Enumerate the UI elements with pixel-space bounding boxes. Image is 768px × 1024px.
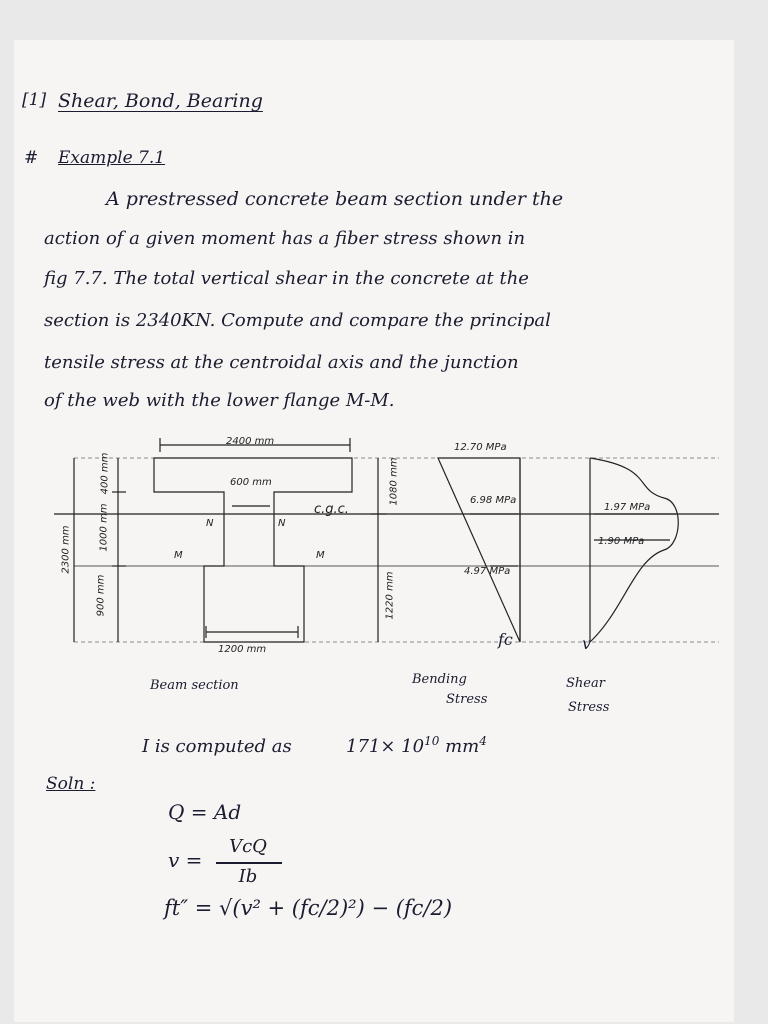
web-width-label: 600 mm (230, 477, 272, 488)
shear-upper-label: 1.97 MPa (604, 502, 651, 513)
section-marker: [1] (22, 90, 47, 110)
bending-diagram (438, 458, 520, 642)
shear-symbol: v (582, 634, 592, 653)
shear-caption-1: Shear (566, 676, 605, 691)
section-title: Shear, Bond, Bearing (58, 90, 263, 112)
beam-figure (14, 40, 734, 740)
n-left-label: N (206, 518, 214, 529)
notebook-page (14, 40, 734, 1022)
total-depth-label: 2300 mm (60, 525, 72, 574)
problem-line-4: section is 2340KN. Compute and compare the principal (44, 310, 551, 331)
mid-stress-label: 6.98 MPa (470, 495, 517, 506)
equation-v-lhs: v = (168, 848, 203, 872)
bending-caption-2: Stress (446, 692, 488, 707)
example-marker: # (24, 148, 39, 168)
problem-line-3: fig 7.7. The total vertical shear in the concrete at the (44, 268, 529, 289)
low-stress-label: 4.97 MPa (464, 566, 511, 577)
bending-caption-1: Bending (412, 672, 467, 687)
equation-ft: ft″ = √(v² + (fc/2)²) − (fc/2) (164, 896, 453, 920)
cgc-label: c.g.c. (314, 502, 349, 517)
problem-line-1: A prestressed concrete beam section under the (106, 188, 564, 210)
beam-caption: Beam section (150, 678, 239, 693)
m-right-label: M (316, 550, 325, 561)
top-stress-label: 12.70 MPa (454, 442, 507, 453)
upper-axis-label: 1080 mm (388, 457, 400, 506)
problem-line-2: action of a given moment has a fiber stress shown in (44, 228, 526, 249)
inertia-text: I is computed as (142, 736, 292, 757)
top-width-label: 2400 mm (226, 436, 275, 447)
middle-depth-label: 1000 mm (98, 503, 110, 552)
n-right-label: N (278, 518, 286, 529)
lower-axis-label: 1220 mm (384, 571, 396, 620)
bottom-width-label: 1200 mm (218, 644, 267, 655)
equation-v-bar (216, 862, 282, 864)
shear-lower-label: 1.90 MPa (598, 536, 645, 547)
top-flange-label: 400 mm (99, 452, 111, 495)
m-left-label: M (174, 550, 183, 561)
bending-symbol: fc (498, 630, 513, 649)
problem-line-5: tensile stress at the centroidal axis and the junction (44, 352, 519, 373)
solution-label: Soln : (46, 774, 96, 794)
shear-diagram (590, 458, 678, 642)
equation-q: Q = Ad (168, 800, 242, 824)
example-label: Example 7.1 (58, 148, 166, 168)
inertia-value: $171\times 10^{10}$ $mm^4$ (346, 734, 487, 757)
equation-v-denominator: Ib (238, 866, 258, 887)
shear-caption-2: Stress (568, 700, 610, 715)
equation-v-numerator: VcQ (229, 836, 267, 857)
problem-line-6: of the web with the lower flange M-M. (44, 390, 395, 411)
lower-depth-label: 900 mm (95, 574, 107, 617)
